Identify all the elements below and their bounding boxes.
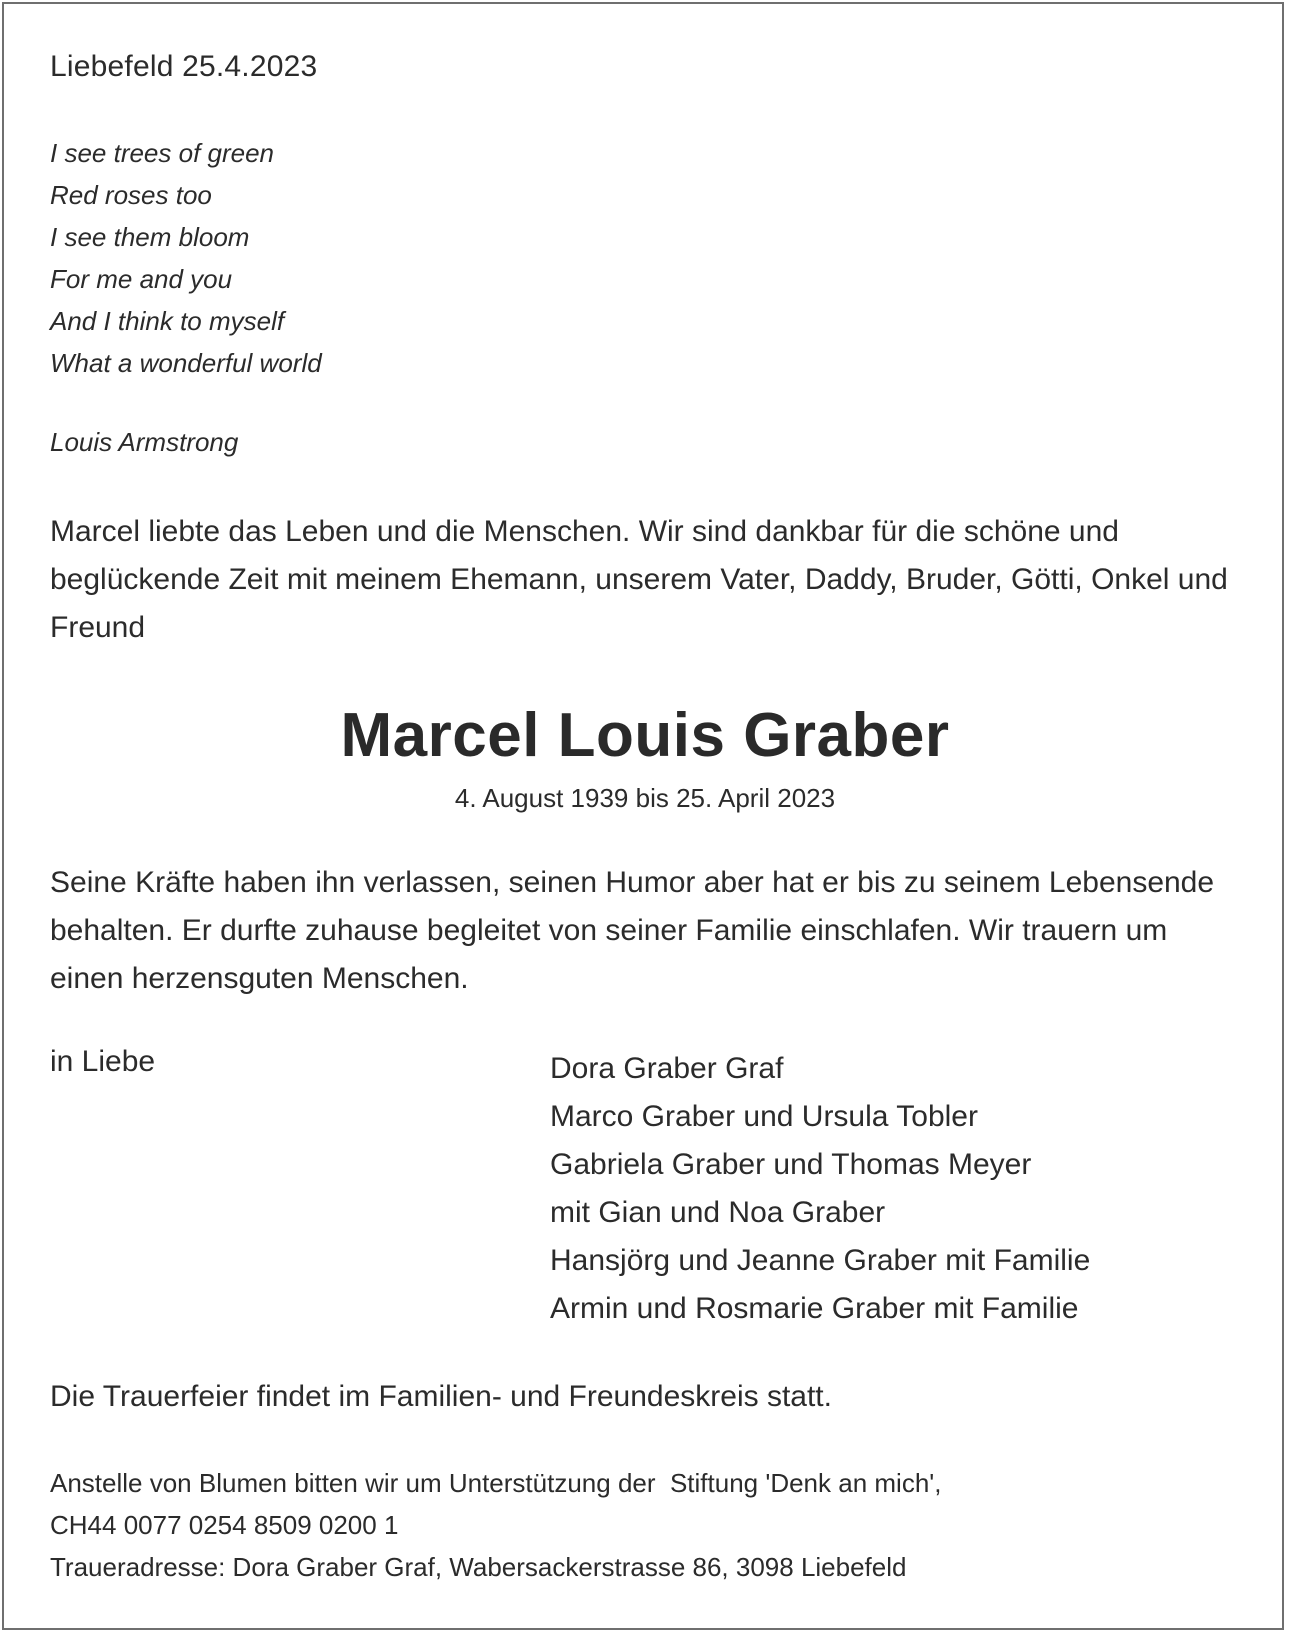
poem-line: I see them bloom bbox=[50, 222, 250, 252]
intro-paragraph: Marcel liebte das Leben und die Menschen. Wir sind dankbar für die schöne und beglückende Zeit mit meinem Ehemann, unserem Vater, Daddy, Bruder, Götti, Onkel und Freund bbox=[50, 515, 1228, 644]
poem-line: I see trees of green bbox=[50, 138, 275, 168]
mourner-name: mit Gian und Noa Graber bbox=[550, 1196, 886, 1229]
in-liebe-label: in Liebe bbox=[50, 1045, 156, 1078]
mourner-name: Gabriela Graber und Thomas Meyer bbox=[550, 1148, 1032, 1181]
poem-author: Louis Armstrong bbox=[50, 427, 239, 457]
mourner-name: Armin und Rosmarie Graber mit Familie bbox=[550, 1292, 1079, 1325]
mourning-address: Traueradresse: Dora Graber Graf, Wabersackerstrasse 86, 3098 Liebefeld bbox=[50, 1552, 907, 1582]
mourners-list bbox=[550, 1045, 1090, 1333]
donation-note: Anstelle von Blumen bitten wir um Unterstützung der Stiftung 'Denk an mich', bbox=[50, 1468, 942, 1498]
body-paragraph: Seine Kräfte haben ihn verlassen, seinen Humor aber hat er bis zu seinem Lebensende behalten. Er durfte zuhause begleitet von seiner Familie einschlafen. Wir trauern um einen herzensguten Menschen. bbox=[50, 866, 1215, 995]
life-dates: 4. August 1939 bis 25. April 2023 bbox=[454, 783, 836, 813]
mourner-name: Hansjörg und Jeanne Graber mit Familie bbox=[550, 1244, 1091, 1277]
footer-info bbox=[50, 1462, 941, 1588]
mourner-name: Dora Graber Graf bbox=[550, 1052, 784, 1085]
iban-number: CH44 0077 0254 8509 0200 1 bbox=[50, 1510, 399, 1540]
mourner-name: Marco Graber und Ursula Tobler bbox=[550, 1100, 978, 1133]
deceased-name: Marcel Louis Graber bbox=[340, 701, 950, 770]
poem-line: Red roses too bbox=[50, 180, 212, 210]
poem-line: And I think to myself bbox=[50, 306, 285, 336]
poem-line: For me and you bbox=[50, 264, 233, 294]
ceremony-notice: Die Trauerfeier findet im Familien- und Freundeskreis statt. bbox=[50, 1380, 832, 1413]
poem-line: What a wonderful world bbox=[50, 348, 322, 378]
poem bbox=[50, 132, 322, 384]
place-date: Liebefeld 25.4.2023 bbox=[50, 50, 318, 83]
